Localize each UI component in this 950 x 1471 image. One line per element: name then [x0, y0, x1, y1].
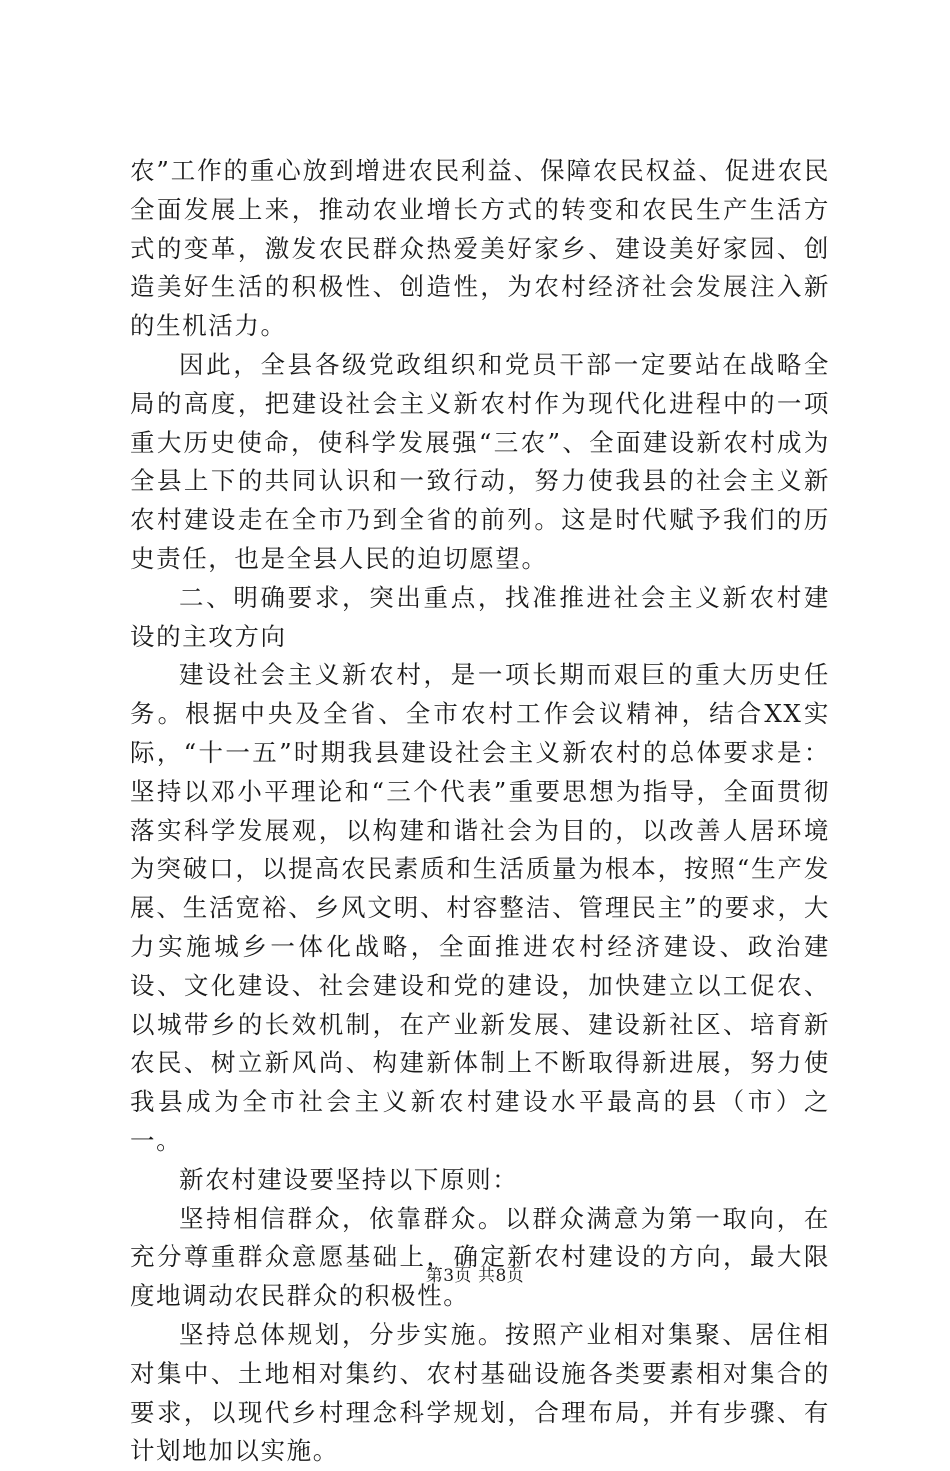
paragraph-1: 农”工作的重心放到增进农民利益、保障农民权益、促进农民全面发展上来，推动农业增长方式的转变和农民生产生活方式的变革，激发农民群众热爱美好家乡、建设美好家园、创造美好生活的积极性、创造性，为农村经济社会发展注入新的生机活力。 [130, 156, 830, 341]
principle-1: 坚持相信群众，依靠群众。以群众满意为第一取向，在充分尊重群众意愿基础上，确定新农村建设的方向，最大限度地调动农民群众的积极性。 [130, 1203, 830, 1311]
principles-intro: 新农村建设要坚持以下原则： [179, 1164, 519, 1194]
paragraph-3: 建设社会主义新农村，是一项长期而艰巨的重大历史任务。根据中央及全省、全市农村工作会议精神，结合XX实际，“十一五”时期我县建设社会主义新农村的总体要求是：坚持以邓小平理论和“三个代表”重要思想为指导，全面贯彻落实科学发展观，以构建和谐社会为目的，以改善人居环境为突破口，以提高农民素质和生活质量为根本，按照“生产发展、生活宽裕、乡风文明、村容整洁、管理民主”的要求，大力实施城乡一体化战略，全面推进农村经济建设、政治建设、文化建设、社会建设和党的建设，加快建立以工促农、以城带乡的长效机制，在产业新发展、建设新社区、培育新农民、树立新风尚、构建新体制上不断取得新进展，努力使我县成为全市社会主义新农村建设水平最高的县（市）之一。 [130, 660, 830, 1155]
paragraph-2: 因此，全县各级党政组织和党员干部一定要站在战略全局的高度，把建设社会主义新农村作为现代化进程中的一项重大历史使命，使科学发展强“三农”、全面建设新农村成为全县上下的共同认识和一致行动，努力使我县的社会主义新农村建设走在全市乃到全省的前列。这是时代赋予我们的历史责任，也是全县人民的迫切愿望。 [130, 349, 830, 573]
section-heading: 二、明确要求，突出重点，找准推进社会主义新农村建设的主攻方向 [130, 582, 830, 651]
page-number: 第3页 共8页 [425, 1266, 525, 1286]
page-footer [0, 1265, 950, 1287]
principle-2: 坚持总体规划，分步实施。按照产业相对集聚、居住相对集中、土地相对集约、农村基础设施各类要素相对集合的要求，以现代乡村理念科学规划，合理布局，并有步骤、有计划地加以实施。 [130, 1319, 830, 1466]
